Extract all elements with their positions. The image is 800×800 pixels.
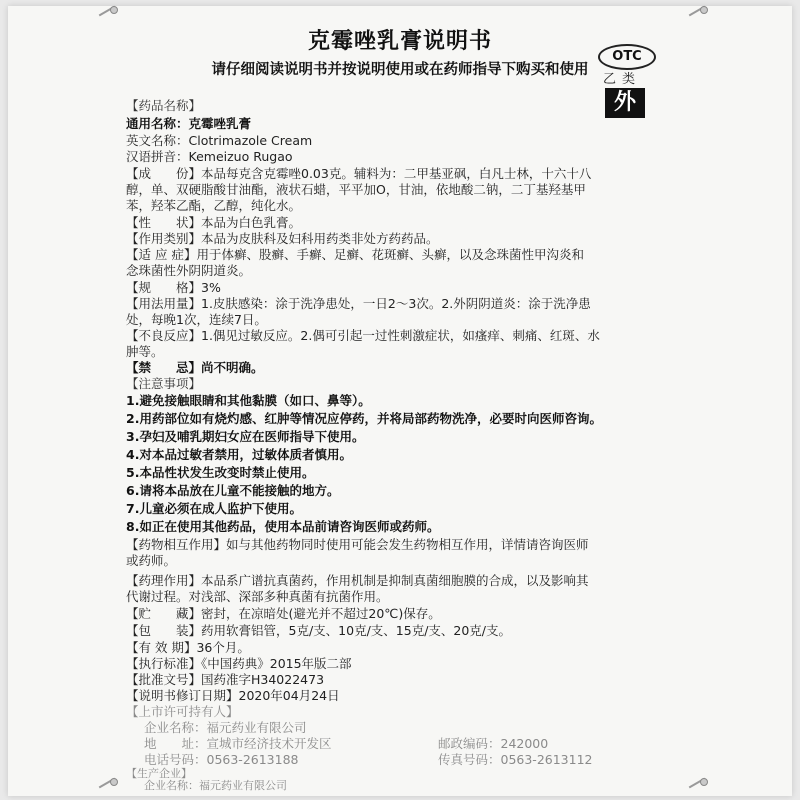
dosage-line: 处，每晚1次，连续7日。 xyxy=(126,312,267,327)
specification: 【规 格】3% xyxy=(126,280,221,295)
pharmacology-line: 【药理作用】本品系广谱抗真菌药，作用机制是抑制真菌细胞膜的合成，以及影响其 xyxy=(126,573,589,588)
adverse-line: 肿等。 xyxy=(126,344,164,359)
pharmacology-line: 代谢过程。对浅部、深部多种真菌有抗菌作用。 xyxy=(126,589,389,604)
category: 【作用类别】本品为皮肤科及妇科用药类非处方药药品。 xyxy=(126,231,439,246)
validity: 【有 效 期】36个月。 xyxy=(126,640,250,655)
precaution-item: 8.如正在使用其他药品，使用本品前请咨询医师或药师。 xyxy=(126,519,440,534)
holder-address: 地 址：宣城市经济技术开发区 xyxy=(144,736,332,751)
section-drug-name: 【药品名称】 xyxy=(126,98,202,113)
precaution-item: 3.孕妇及哺乳期妇女应在医师指导下使用。 xyxy=(126,429,365,444)
dosage-line: 【用法用量】1.皮肤感染：涂于洗净患处，一日2～3次。2.外阴阴道炎：涂于洗净患 xyxy=(126,296,591,311)
pin-icon xyxy=(98,778,116,788)
revision-date: 【说明书修订日期】2020年04月24日 xyxy=(126,688,340,703)
english-name: 英文名称：Clotrimazole Cream xyxy=(126,133,313,148)
precaution-item: 5.本品性状发生改变时禁止使用。 xyxy=(126,465,315,480)
page-subtitle: 请仔细阅读说明书并按说明使用或在药师指导下购买和使用 xyxy=(211,62,589,78)
approval-number: 【批准文号】国药准字H34022473 xyxy=(126,672,325,687)
manufacturer-company: 企业名称：福元药业有限公司 xyxy=(144,779,287,792)
offscreen-overflow xyxy=(0,0,1,1)
precaution-item: 6.请将本品放在儿童不能接触的地方。 xyxy=(126,483,340,498)
precaution-item: 4.对本品过敏者禁用，过敏体质者慎用。 xyxy=(126,447,352,462)
instruction-leaflet xyxy=(8,6,792,796)
precaution-item: 2.用药部位如有烧灼感、红肿等情况应停药，并将局部药物洗净，必要时向医师咨询。 xyxy=(126,411,602,426)
indications-line: 【适 应 症】用于体癣、股癣、手癣、足癣、花斑癣、头癣，以及念珠菌性甲沟炎和 xyxy=(126,247,584,262)
indications-line: 念珠菌性外阴阴道炎。 xyxy=(126,263,252,278)
storage: 【贮 藏】密封，在凉暗处(避光并不超过20℃)保存。 xyxy=(126,606,441,621)
external-use-mark: 外 xyxy=(605,88,645,118)
section-holder: 【上市许可持有人】 xyxy=(126,704,239,719)
otc-class-label: 乙类 xyxy=(603,72,642,87)
page-title: 克霉唑乳膏说明书 xyxy=(307,29,492,54)
standard: 【执行标准】《中国药典》2015年版二部 xyxy=(126,656,352,671)
interactions-line: 【药物相互作用】如与其他药物同时使用可能会发生药物相互作用，详情请咨询医师 xyxy=(126,537,589,552)
section-precautions: 【注意事项】 xyxy=(126,376,202,391)
pin-icon xyxy=(688,6,706,16)
pin-icon xyxy=(98,6,116,16)
pinyin-name: 汉语拼音：Kemeizuo Rugao xyxy=(126,149,293,164)
generic-name: 通用名称：克霉唑乳膏 xyxy=(126,116,252,131)
holder-company: 企业名称：福元药业有限公司 xyxy=(144,720,307,735)
composition-line: 醇，单、双硬脂酸甘油酯，液状石蜡，平平加O，甘油，依地酸二钠，二丁基羟基甲 xyxy=(126,182,586,197)
composition-line: 苯，羟苯乙酯，乙醇，纯化水。 xyxy=(126,198,302,213)
holder-postcode: 邮政编码：242000 xyxy=(438,736,549,751)
interactions-line: 或药师。 xyxy=(126,553,177,568)
precaution-item: 1.避免接触眼睛和其他黏膜（如口、鼻等）。 xyxy=(126,393,371,408)
holder-fax: 传真号码：0563-2613112 xyxy=(438,752,593,767)
contraindications: 【禁 忌】尚不明确。 xyxy=(126,360,264,375)
otc-badge: OTC xyxy=(598,44,656,70)
adverse-line: 【不良反应】1.偶见过敏反应。2.偶可引起一过性刺激症状，如瘙痒、刺痛、红斑、水 xyxy=(126,328,600,343)
composition-line: 【成 份】本品每克含克霉唑0.03克。辅料为：二甲基亚砜，白凡士林，十六十八 xyxy=(126,166,592,181)
properties: 【性 状】本品为白色乳膏。 xyxy=(126,215,302,230)
package: 【包 装】药用软膏铝管，5克/支、10克/支、15克/支、20克/支。 xyxy=(126,623,512,638)
section-manufacturer: 【生产企业】 xyxy=(126,767,192,780)
holder-phone: 电话号码：0563-2613188 xyxy=(144,752,299,767)
precaution-item: 7.儿童必须在成人监护下使用。 xyxy=(126,501,302,516)
